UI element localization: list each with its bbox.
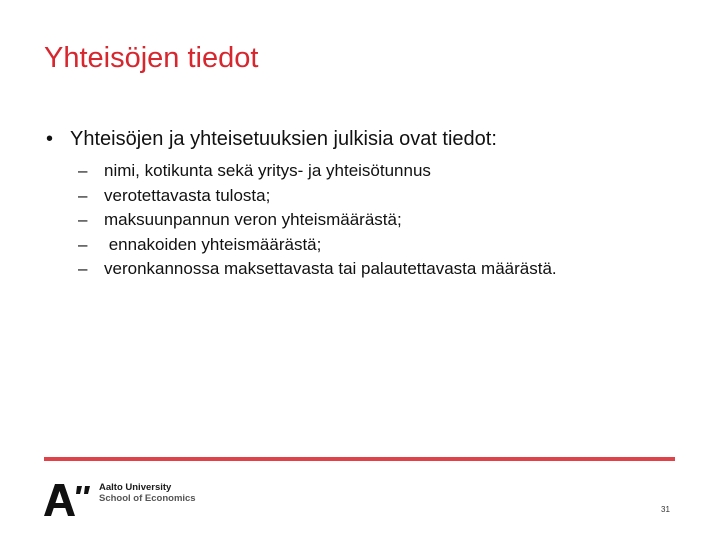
dash-marker: – — [78, 161, 88, 180]
slide-title: Yhteisöjen tiedot — [44, 42, 259, 74]
aalto-a-logo-icon — [44, 484, 94, 516]
footer-divider — [44, 457, 675, 461]
list-item-text: maksuunpannun veron yhteismäärästä; — [104, 210, 402, 229]
list-item-text: veronkannossa maksettavasta tai palautettavasta määrästä. — [104, 259, 557, 278]
list-item — [78, 257, 557, 282]
list-item — [78, 233, 557, 258]
list-item — [78, 159, 557, 184]
subitem-list — [78, 159, 557, 282]
list-item — [78, 208, 557, 233]
logo-wordmark — [99, 482, 196, 504]
university-name: Aalto University — [99, 482, 172, 493]
list-item-text: ennakoiden yhteismäärästä; — [104, 234, 322, 254]
list-item-text: verotettavasta tulosta; — [104, 185, 271, 205]
dash-marker: – — [78, 210, 88, 229]
page-number: 31 — [661, 505, 670, 514]
list-item — [78, 184, 557, 209]
dash-marker: – — [78, 259, 88, 278]
dash-marker: – — [78, 185, 88, 205]
list-item-text: nimi, kotikunta sekä yritys- ja yhteisötunnus — [104, 161, 431, 180]
school-name: School of Economics — [99, 493, 196, 504]
main-bullet — [46, 126, 497, 152]
dash-marker: – — [78, 234, 88, 254]
aalto-logo — [44, 482, 234, 516]
bullet-marker: • — [46, 128, 54, 150]
main-bullet-text: Yhteisöjen ja yhteisetuuksien julkisia ovat tiedot: — [70, 128, 497, 150]
